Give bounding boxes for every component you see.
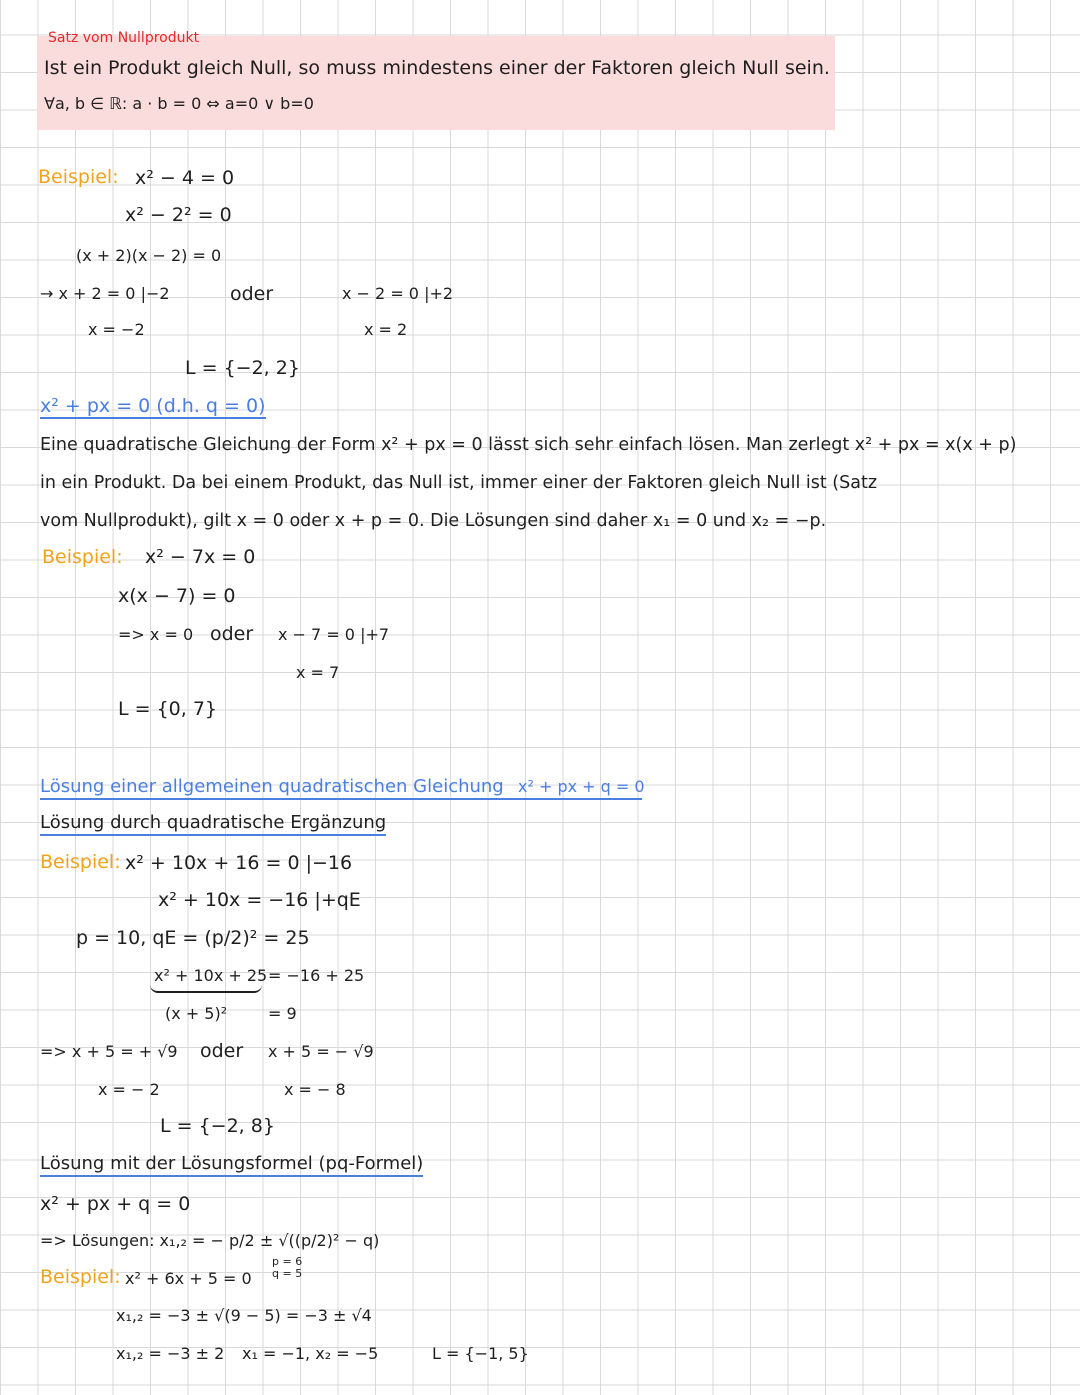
ex1-line2: x² − 2² = 0 xyxy=(125,204,232,226)
ex3-line6a: => x + 5 = + √9 xyxy=(40,1042,178,1061)
ex3-line3: p = 10, qE = (p/2)² = 25 xyxy=(76,927,310,949)
section-q-zero-paragraph-3: vom Nullprodukt), gilt x = 0 oder x + p = 0. Die Lösungen sind daher x₁ = 0 und x₂ = −p. xyxy=(40,511,827,531)
ex2-solution: L = {0, 7} xyxy=(118,698,218,720)
ex1-line4b: x − 2 = 0 |+2 xyxy=(342,284,454,303)
section-q-zero-heading: x² + px = 0 (d.h. q = 0) xyxy=(40,395,266,417)
pq-formula-heading: Lösung mit der Lösungsformel (pq-Formel) xyxy=(40,1153,423,1177)
pq-formula: => Lösungen: x₁,₂ = − p/2 ± √((p/2)² − q) xyxy=(40,1231,380,1250)
ex1-oder: oder xyxy=(230,283,274,305)
square-brace xyxy=(150,985,262,993)
ex3-line6b: x + 5 = − √9 xyxy=(268,1042,374,1061)
ex4-solution: L = {−1, 5} xyxy=(432,1344,529,1363)
example-label-2: Beispiel: xyxy=(42,546,123,568)
ex3-line4b: = −16 + 25 xyxy=(268,966,365,985)
general-equation-formula: x² + px + q = 0 xyxy=(518,777,645,796)
ex2-line1: x² − 7x = 0 xyxy=(145,546,256,568)
ex2-line3b: x − 7 = 0 |+7 xyxy=(278,625,390,644)
ex1-line5a: x = −2 xyxy=(88,320,145,339)
ex1-line5b: x = 2 xyxy=(364,320,408,339)
ex1-line4a: → x + 2 = 0 |−2 xyxy=(40,284,170,303)
completing-square-heading: Lösung durch quadratische Ergänzung xyxy=(40,812,386,836)
ex3-oder: oder xyxy=(200,1040,244,1062)
example-label-1: Beispiel: xyxy=(38,166,119,188)
ex2-line3a: => x = 0 xyxy=(118,625,194,644)
ex3-line2: x² + 10x = −16 |+qE xyxy=(158,889,361,911)
ex4-line1: x² + 6x + 5 = 0 xyxy=(125,1269,252,1288)
theorem-title: Satz vom Nullprodukt xyxy=(48,30,200,46)
ex2-oder: oder xyxy=(210,623,254,645)
ex2-line2: x(x − 7) = 0 xyxy=(118,585,236,607)
example-label-4: Beispiel: xyxy=(40,1266,121,1288)
ex3-solution: L = {−2, 8} xyxy=(160,1115,275,1137)
ex3-line4a: x² + 10x + 25 xyxy=(154,966,268,985)
ex3-line7a: x = − 2 xyxy=(98,1080,160,1099)
ex2-line4: x = 7 xyxy=(296,663,340,682)
ex1-line1: x² − 4 = 0 xyxy=(135,167,235,189)
ex1-solution: L = {−2, 2} xyxy=(185,357,300,379)
ex4-line2: x₁,₂ = −3 ± √(9 − 5) = −3 ± √4 xyxy=(116,1306,372,1325)
general-equation-heading-line xyxy=(40,775,645,800)
ex3-line5b: = 9 xyxy=(268,1004,297,1023)
ex1-line3: (x + 2)(x − 2) = 0 xyxy=(76,246,222,265)
general-equation-heading: Lösung einer allgemeinen quadratischen Gleichung xyxy=(40,776,504,797)
ex4-p-value: p = 6 xyxy=(272,1255,303,1268)
pq-general-equation: x² + px + q = 0 xyxy=(40,1193,191,1215)
ex4-q-value: q = 5 xyxy=(272,1267,303,1280)
example-label-3: Beispiel: xyxy=(40,851,121,873)
ex3-line5a: (x + 5)² xyxy=(165,1004,228,1023)
section-q-zero-paragraph-1: Eine quadratische Gleichung der Form x² + px = 0 lässt sich sehr einfach lösen. Man zerlegt x² + px = x(x + p) xyxy=(40,435,1017,455)
ex3-line7b: x = − 8 xyxy=(284,1080,346,1099)
theorem-formula: ∀a, b ∈ ℝ: a · b = 0 ⇔ a=0 ∨ b=0 xyxy=(44,94,314,113)
ex3-line1: x² + 10x + 16 = 0 |−16 xyxy=(125,852,353,874)
ex4-line3b: x₁ = −1, x₂ = −5 xyxy=(242,1344,379,1363)
ex4-line3a: x₁,₂ = −3 ± 2 xyxy=(116,1344,225,1363)
section-q-zero-paragraph-2: in ein Produkt. Da bei einem Produkt, das Null ist, immer einer der Faktoren gleich Null ist (Satz xyxy=(40,473,878,493)
theorem-text: Ist ein Produkt gleich Null, so muss mindestens einer der Faktoren gleich Null sein. xyxy=(44,57,830,79)
